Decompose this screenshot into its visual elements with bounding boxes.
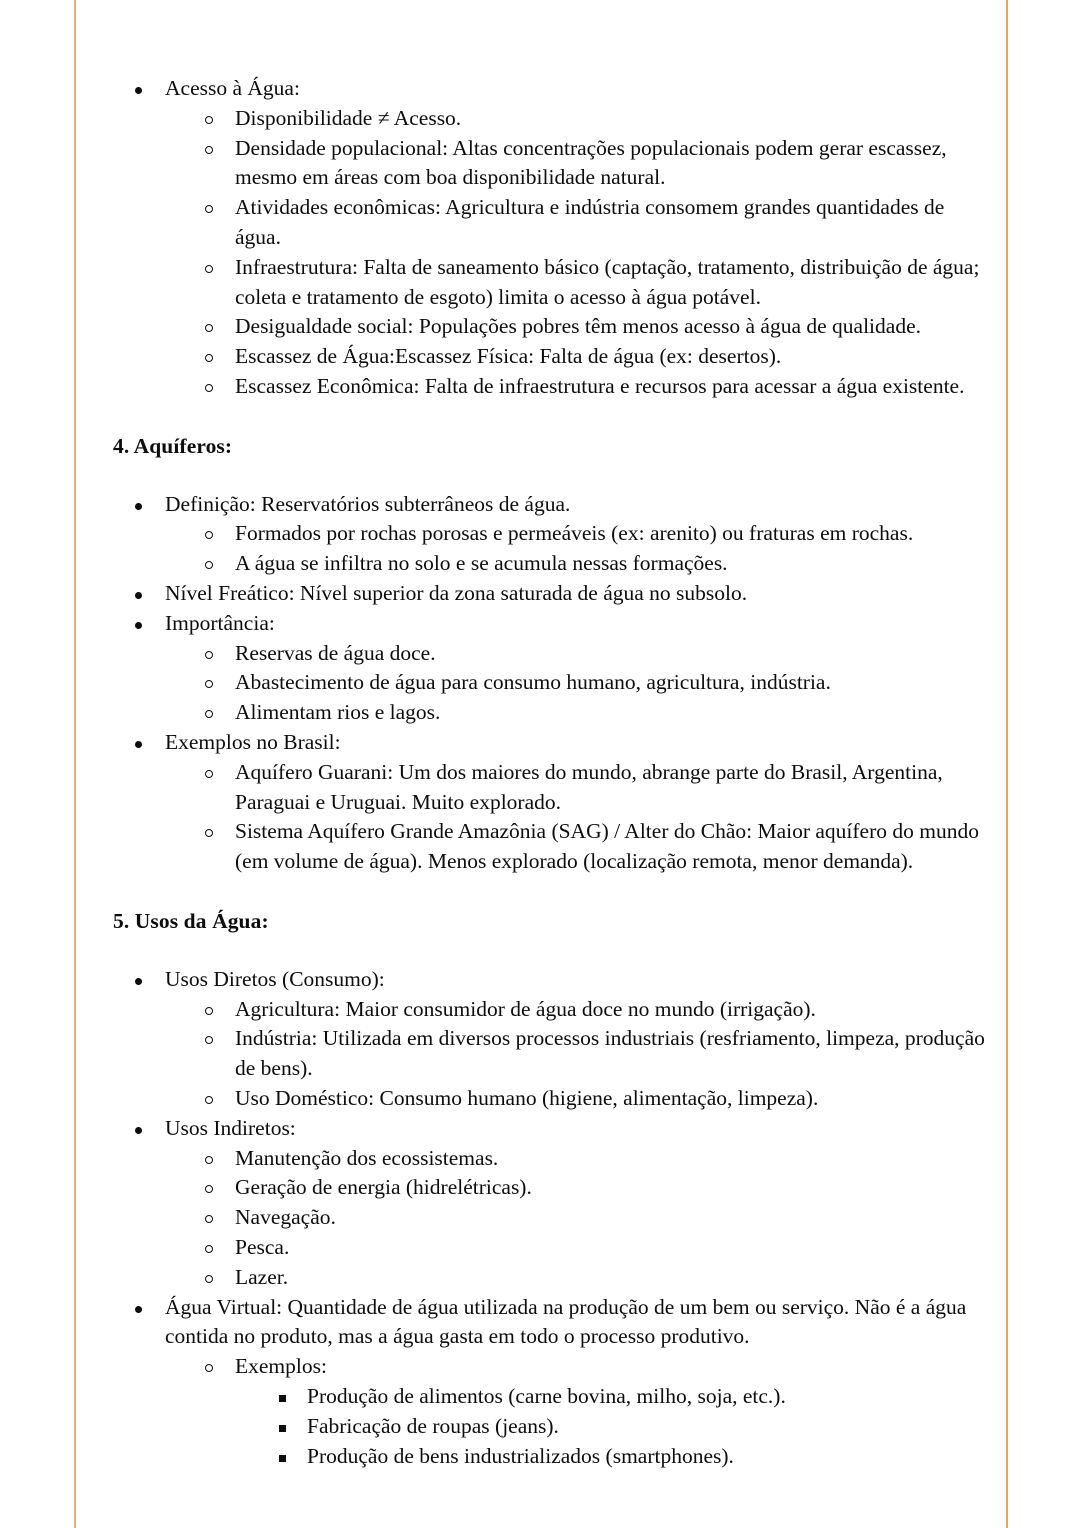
list-item-text: Reservas de água doce. [235, 640, 436, 665]
bullet-sublist [183, 104, 990, 402]
bullet-sublist [183, 1144, 990, 1293]
list-item-text: Manutenção dos ecossistemas. [235, 1145, 499, 1170]
list-item [113, 74, 990, 402]
list-item-text: Lazer. [235, 1264, 289, 1289]
list-item-text: Agricultura: Maior consumidor de água doce no mundo (irrigação). [235, 996, 816, 1021]
list-item [183, 1173, 990, 1203]
list-item [183, 995, 990, 1025]
bullet-sublist [183, 995, 990, 1114]
list-item [183, 1024, 990, 1084]
list-item [183, 253, 990, 313]
list-item [183, 342, 990, 372]
list-item-text: Alimentam rios e lagos. [235, 700, 441, 725]
section-heading: 4. Aquíferos: [113, 433, 233, 458]
list-item [113, 1293, 990, 1472]
list-item [113, 728, 990, 877]
bullet-sublist [183, 758, 990, 877]
list-item-text: Geração de energia (hidrelétricas). [235, 1175, 532, 1200]
list-item [183, 758, 990, 818]
bullet-sublist [183, 1352, 990, 1471]
list-item [183, 1233, 990, 1263]
list-item [183, 1144, 990, 1174]
section-heading: 5. Usos da Água: [113, 909, 269, 933]
list-item-text: Usos Diretos (Consumo): [165, 966, 385, 991]
list-item-text: Nível Freático: Nível superior da zona saturada de água no subsolo. [165, 581, 748, 606]
list-item-text: Densidade populacional: Altas concentrações populacionais podem gerar escassez, mesmo em áreas com boa disponibilidade natural. [235, 135, 947, 190]
list-item [183, 134, 990, 194]
list-item-text: Produção de alimentos (carne bovina, milho, soja, etc.). [307, 1384, 786, 1409]
list-item [183, 1263, 990, 1293]
list-item [183, 639, 990, 669]
list-item [257, 1412, 990, 1442]
list-item-text: Infraestrutura: Falta de saneamento básico (captação, tratamento, distribuição de água; coleta e tratamento de esgoto) limita o acesso à água potável. [235, 254, 980, 309]
list-item [113, 1114, 990, 1293]
list-item [183, 372, 990, 402]
list-item [183, 1352, 990, 1471]
list-item-text: Produção de bens industrializados (smartphones). [307, 1443, 734, 1468]
document-content [95, 74, 990, 1471]
list-item [257, 1382, 990, 1412]
bullet-list [113, 965, 990, 1472]
list-item [113, 609, 990, 728]
list-item [183, 312, 990, 342]
bullet-sublist [183, 519, 990, 579]
list-item [183, 1084, 990, 1114]
bullet-sublist [257, 1382, 990, 1471]
bullet-list [113, 74, 990, 402]
list-item-text: Escassez de Água:Escassez Física: Falta de água (ex: desertos). [235, 344, 782, 369]
list-item [183, 668, 990, 698]
list-item-text: Exemplos no Brasil: [165, 730, 341, 755]
list-item [183, 817, 990, 877]
heading-spacer-top [95, 877, 990, 908]
list-item [113, 490, 990, 579]
list-item-text: Fabricação de roupas (jeans). [307, 1413, 559, 1438]
list-item-text: Acesso à Água: [165, 76, 300, 100]
heading-spacer-bottom [95, 460, 990, 490]
list-item [183, 549, 990, 579]
list-item-text: Atividades econômicas: Agricultura e indústria consomem grandes quantidades de água. [235, 195, 945, 249]
list-item [113, 965, 990, 1114]
list-item-text: Formados por rochas porosas e permeáveis (ex: arenito) ou fraturas em rochas. [235, 521, 914, 546]
list-item-text: Desigualdade social: Populações pobres têm menos acesso à água de qualidade. [235, 314, 921, 339]
heading-spacer-bottom [95, 935, 990, 965]
list-item [183, 104, 990, 134]
list-item [183, 1203, 990, 1233]
list-item-text: Aquífero Guarani: Um dos maiores do mundo, abrange parte do Brasil, Argentina, Paraguai e Uruguai. Muito explorado. [235, 759, 943, 814]
list-item [183, 193, 990, 253]
list-item-text: Navegação. [235, 1205, 336, 1230]
list-item-text: Escassez Econômica: Falta de infraestrutura e recursos para acessar a água existente. [235, 373, 965, 398]
list-item-text: Indústria: Utilizada em diversos processos industriais (resfriamento, limpeza, produção de bens). [235, 1026, 985, 1081]
list-item-text: Pesca. [235, 1235, 290, 1260]
list-item-text: Uso Doméstico: Consumo humano (higiene, alimentação, limpeza). [235, 1086, 819, 1111]
list-item-text: Abastecimento de água para consumo humano, agricultura, indústria. [235, 670, 831, 695]
list-item-text: Água Virtual: Quantidade de água utilizada na produção de um bem ou serviço. Não é a água contida no produto, mas a água gasta em todo o processo produtivo. [165, 1294, 967, 1349]
list-item-text: Sistema Aquífero Grande Amazônia (SAG) / Alter do Chão: Maior aquífero do mundo (em volume de água). Menos explorado (localização remota, menor demanda). [235, 819, 979, 874]
list-item-text: A água se infiltra no solo e se acumula nessas formações. [235, 551, 728, 576]
list-item-text: Definição: Reservatórios subterrâneos de água. [165, 491, 571, 516]
list-item [183, 519, 990, 549]
list-item [183, 698, 990, 728]
bullet-sublist [183, 639, 990, 728]
list-item-text: Exemplos: [235, 1354, 327, 1379]
list-item [113, 579, 990, 609]
bullet-list [113, 490, 990, 877]
heading-spacer-top [95, 402, 990, 433]
list-item-text: Importância: [165, 610, 275, 635]
list-item-text: Disponibilidade ≠ Acesso. [235, 105, 462, 130]
list-item-text: Usos Indiretos: [165, 1115, 296, 1140]
list-item [257, 1442, 990, 1472]
